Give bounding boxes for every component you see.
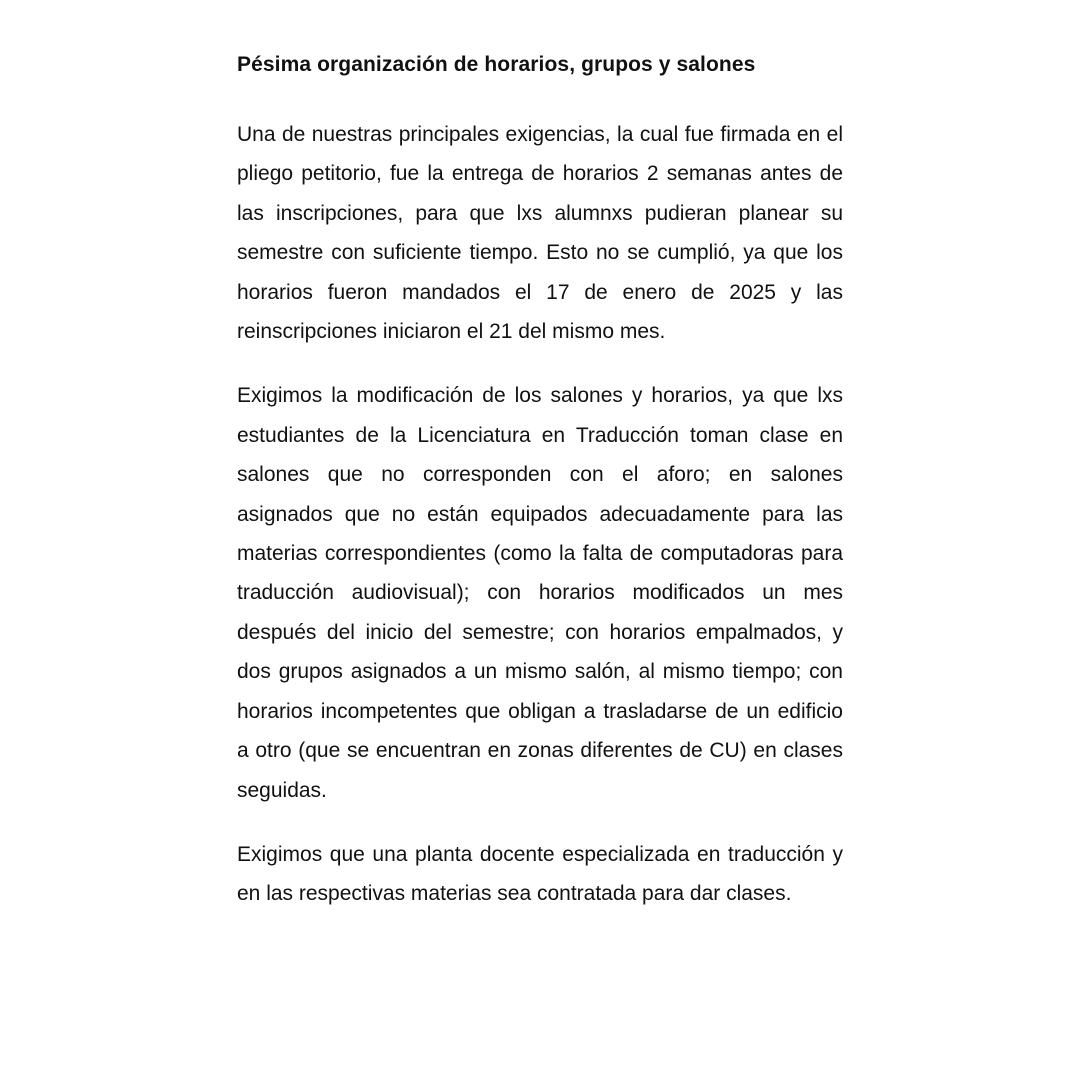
paragraph-teaching-staff: Exigimos que una planta docente especializada en traducción y en las respectivas materias sea contratada para dar clases. (237, 842, 843, 906)
document-title: Pésima organización de horarios, grupos y salones (237, 53, 756, 76)
paragraph-classroom-schedules: Exigimos la modificación de los salones y horarios, ya que lxs estudiantes de la Licenciatura en Traducción toman clase en salones que no corresponden con el aforo; en salones asignados que no están equipados adecuadamente para las materias correspondientes (como la falta de computadoras para traducción audiovisual); con horarios modificados un mes después del inicio del semestre; con horarios empalmados, y dos grupos asignados a un mismo salón, al mismo tiempo; con horarios incompetentes que obligan a trasladarse de un edificio a otro (que se encuentran en zonas diferentes de CU) en clases seguidas. (237, 384, 843, 802)
document-body (237, 50, 843, 914)
paragraph-schedule-delivery: Una de nuestras principales exigencias, la cual fue firmada en el pliego petitorio, fue la entrega de horarios 2 semanas antes de las inscripciones, para que lxs alumnxs pudieran planear su semestre con suficiente tiempo. Esto no se cumplió, ya que los horarios fueron mandados el 17 de enero de 2025 y las reinscripciones iniciaron el 21 del mismo mes. (237, 123, 843, 344)
